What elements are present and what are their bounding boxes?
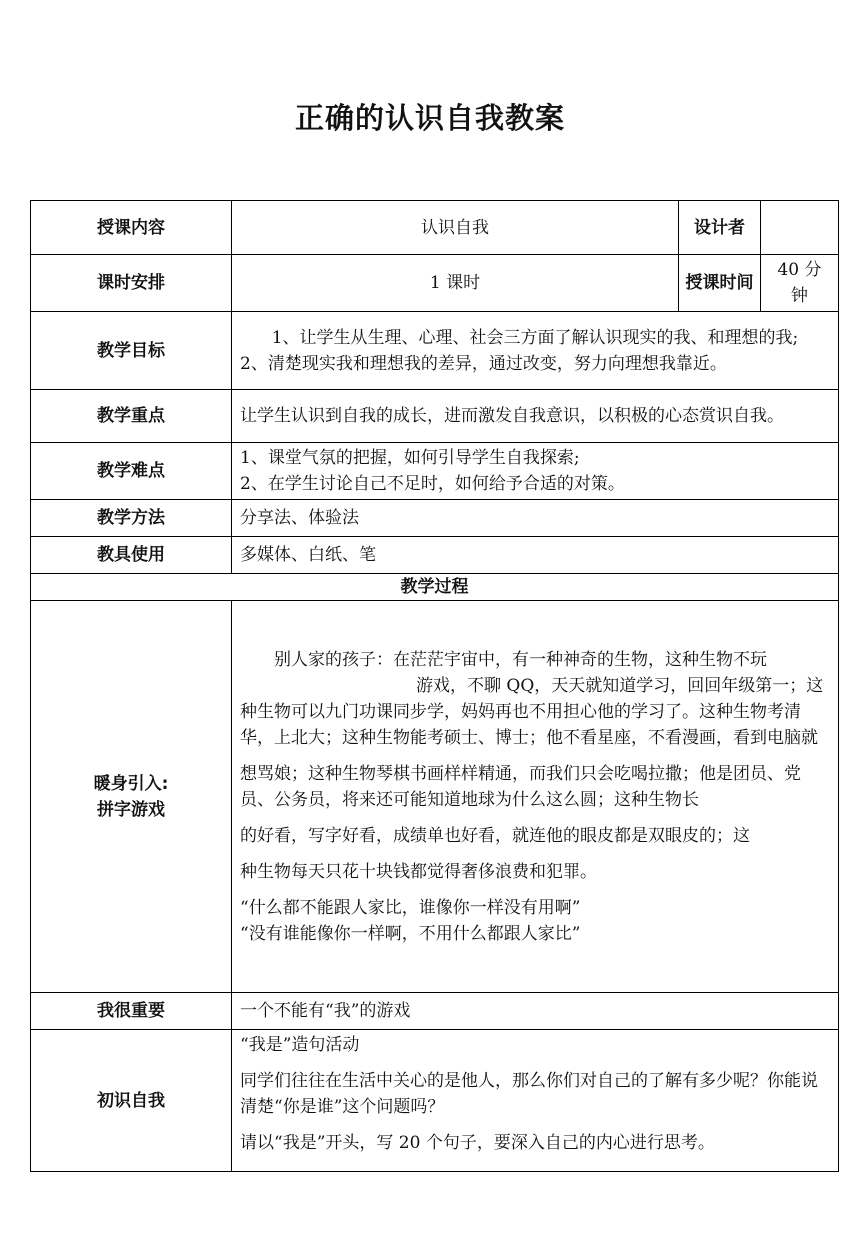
warmup-label [31,601,232,993]
schedule-value: 1 课时 [232,255,679,312]
warmup-paragraph-1-rest: 游戏，不聊 QQ，天天就知道学习，回回年级第一；这种生物可以九门功课同步学，妈妈再也不用担心他的学习了。这种生物考清华，上北大；这种生物能考硕士、博士；他不看星座，不看漫画，看到电脑就 [240,675,824,748]
method-label: 教学方法 [31,500,232,537]
row-goals [31,312,839,390]
difficulty-cell [232,443,839,500]
row-method [31,500,839,537]
warmup-paragraph-1-start: 别人家的孩子：在茫茫宇宙中，有一种神奇的生物，这种生物不玩 [274,649,767,670]
key-label: 教学重点 [31,390,232,443]
difficulty-label: 教学难点 [31,443,232,500]
designer-label: 设计者 [679,201,761,255]
important-value: 一个不能有“我”的游戏 [232,993,839,1030]
row-difficulty [31,443,839,500]
row-warmup [31,601,839,993]
difficulty-item-2: 2、在学生讨论自己不足时，如何给予合适的对策。 [240,474,625,494]
warmup-paragraph-2: 想骂娘；这种生物琴棋书画样样精通，而我们只会吃喝拉撒；他是团员、党员、公务员，将来还可能知道地球为什么这么圆；这种生物长 [240,763,801,810]
warmup-paragraph-1 [240,647,830,751]
designer-value [761,201,839,255]
topic-value: 认识自我 [232,201,679,255]
warmup-paragraph-4: 种生物每天只花十块钱都觉得奢侈浪费和犯罪。 [240,861,597,882]
method-value: 分享法、体验法 [232,500,839,537]
warmup-content [232,601,839,993]
row-topic [31,201,839,255]
goals-cell [232,312,839,390]
goal-item-1: 1、让学生从生理、心理、社会三方面了解认识现实的我、和理想的我; [271,327,799,348]
schedule-label: 课时安排 [31,255,232,312]
goals-label: 教学目标 [31,312,232,390]
duration-label: 授课时间 [679,255,761,312]
topic-label: 授课内容 [31,201,232,255]
process-header: 教学过程 [31,574,839,601]
lesson-plan-table [30,200,839,1172]
warmup-label-line2: 拼字游戏 [97,799,165,820]
self-paragraph-3: 请以“我是”开头，写 20 个句子，要深入自己的内心进行思考。 [240,1133,715,1153]
difficulty-item-1: 1、课堂气氛的把握，如何引导学生自我探索; [240,448,580,468]
self-paragraph-2: 同学们往往在生活中关心的是他人，那么你们对自己的了解有多少呢？你能说清楚“你是谁”这个问题吗？ [240,1071,818,1117]
key-value: 让学生认识到自我的成长，进而激发自我意识，以积极的心态赏识自我。 [232,390,839,443]
tools-label: 教具使用 [31,537,232,574]
warmup-quote-2: “没有谁能像你一样啊，不用什么都跟人家比” [240,923,581,944]
duration-value: 40 分钟 [761,255,839,312]
warmup-quote-1: “什么都不能跟人家比，谁像你一样没有用啊” [240,897,581,918]
row-process-header [31,574,839,601]
row-key [31,390,839,443]
goal-item-2: 2、清楚现实我和理想我的差异，通过改变，努力向理想我靠近。 [240,353,727,374]
self-label: 初识自我 [31,1030,232,1172]
document-title: 正确的认识自我教案 [294,101,565,135]
warmup-label-line1: 暖身引入: [93,773,169,794]
tools-value: 多媒体、白纸、笔 [232,537,839,574]
self-content [232,1030,839,1172]
row-self [31,1030,839,1172]
row-important [31,993,839,1030]
important-label: 我很重要 [31,993,232,1030]
row-tools [31,537,839,574]
row-schedule [31,255,839,312]
warmup-paragraph-3: 的好看，写字好看，成绩单也好看，就连他的眼皮都是双眼皮的；这 [240,825,750,846]
self-paragraph-1: “我是”造句活动 [240,1035,360,1055]
